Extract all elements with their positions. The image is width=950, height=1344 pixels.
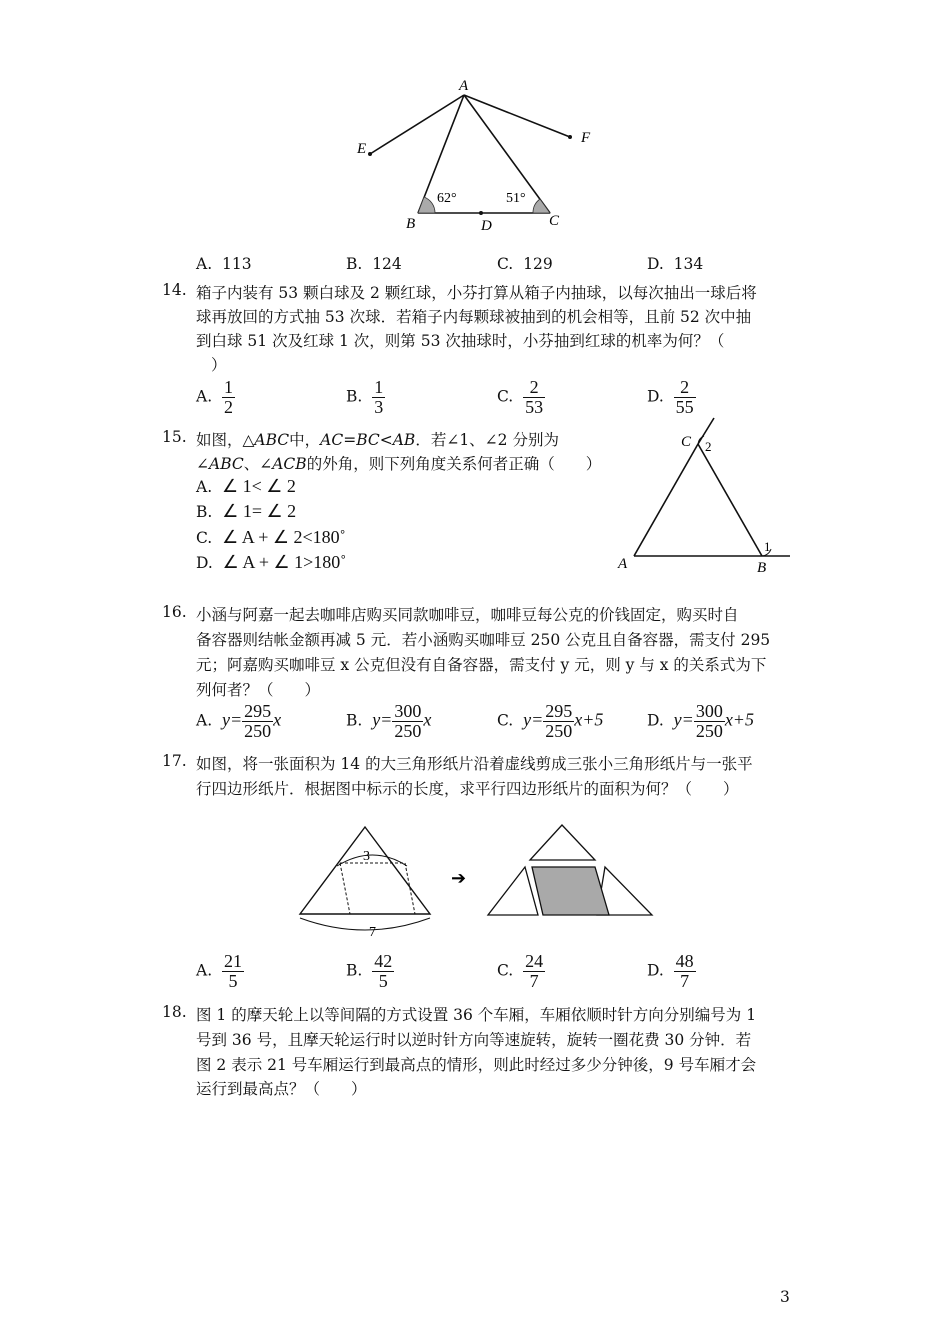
q16-text-line-2: 备容器则结帐金额再减 5 元．若小涵购买咖啡豆 250 公克且自备容器，需支付 295 [196, 631, 771, 649]
point-c-label: C [549, 213, 560, 229]
angle-2-label: 2 [705, 439, 712, 454]
page-number: 3 [780, 1288, 790, 1306]
point-a-label: A [618, 556, 628, 572]
q15-option-d[interactable]: D. ∠ A + ∠ 1>180˚ [196, 552, 347, 572]
q15-option-b[interactable]: B. ∠ 1= ∠ 2 [196, 501, 297, 521]
q17-figure [295, 822, 660, 944]
point-f-label: F [581, 130, 591, 146]
q17-option-a[interactable]: A. $\frac{21}{5}$ [196, 951, 242, 991]
q14-option-c[interactable]: C. $\frac{2}{53}$ [497, 377, 544, 417]
q18-text-line-4: 运行到最高点？（ ） [196, 1080, 367, 1098]
q18-number: 18. [162, 1003, 187, 1021]
fraction: $\frac{295}{250}$ [244, 701, 272, 741]
angle-1-label: 1 [764, 539, 771, 554]
q16-text-line-1: 小涵与阿嘉一起去咖啡店购买同款咖啡豆，咖啡豆每公克的价钱固定，购买时自 [196, 606, 739, 624]
q17-number: 17. [162, 752, 187, 770]
q13-option-a[interactable]: A. 113 [196, 255, 252, 273]
q18-text-line-2: 号到 36 号，且摩天轮运行时以逆时针方向等速旋转，旋转一圈花费 30 分钟．若 [196, 1031, 752, 1049]
q14-text-line-3: 到白球 51 次及红球 1 次，则第 53 次抽球时，小芬抽到红球的机率为何？（ [196, 332, 725, 350]
q18-text-line-1: 图 1 的摩天轮上以等间隔的方式设置 36 个车厢，车厢依顺时针方向分别编号为 1 [196, 1006, 757, 1024]
q15-option-c[interactable]: C. ∠ A + ∠ 2<180˚ [196, 527, 346, 547]
q13-option-b[interactable]: B. 124 [346, 255, 402, 273]
angle-b-label: 62° [437, 191, 457, 206]
q14-option-d[interactable]: D. $\frac{2}{55}$ [647, 377, 694, 417]
fraction: $\frac{2}{55}$ [675, 377, 694, 417]
q16-option-d[interactable]: D. y= $\frac{300}{250}$ x+5 [647, 701, 754, 741]
point-e-label: E [357, 141, 367, 157]
q16-option-c[interactable]: C. y= $\frac{295}{250}$ x+5 [497, 701, 604, 741]
bottom-length-label: 7 [369, 925, 376, 940]
fraction: $\frac{24}{7}$ [525, 951, 544, 991]
q16-option-b[interactable]: B. y= $\frac{300}{250}$ x [346, 701, 432, 741]
fraction: $\frac{21}{5}$ [223, 951, 242, 991]
q14-option-b[interactable]: B. $\frac{1}{3}$ [346, 377, 384, 417]
q16-option-a[interactable]: A. y= $\frac{295}{250}$ x [196, 701, 282, 741]
q13-option-d[interactable]: D. 134 [647, 255, 704, 273]
q17-option-b[interactable]: B. $\frac{42}{5}$ [346, 951, 393, 991]
q18-text-line-3: 图 2 表示 21 号车厢运行到最高点的情形，则此时经过多少分钟後，9 号车厢才会 [196, 1056, 757, 1074]
q14-option-a[interactable]: A. $\frac{1}{2}$ [196, 377, 233, 417]
fraction: $\frac{1}{2}$ [223, 377, 233, 417]
fraction: $\frac{295}{250}$ [545, 701, 573, 741]
q14-number: 14. [162, 281, 187, 299]
q16-text-line-4: 列何者？（ ） [196, 681, 321, 699]
q17-text-line-1: 如图，将一张面积为 14 的大三角形纸片沿着虚线剪成三张小三角形纸片与一张平 [196, 755, 753, 773]
point-d-label: D [481, 218, 492, 234]
q15-option-a[interactable]: A. ∠ 1< ∠ 2 [196, 476, 296, 496]
q15-text-line-2: ∠ABC、∠ACB的外角，则下列角度关系何者正确（ ） [196, 455, 602, 473]
q17-text-line-2: 行四边形纸片．根据图中标示的长度，求平行四边形纸片的面积为何？（ ） [196, 780, 739, 798]
fraction: $\frac{300}{250}$ [695, 701, 723, 741]
q14-text-line-4: ） [211, 356, 227, 374]
point-b-label: B [757, 560, 767, 576]
q15-figure [612, 416, 802, 578]
angle-c-label: 51° [506, 191, 526, 206]
fraction: $\frac{48}{7}$ [675, 951, 694, 991]
q14-text-line-1: 箱子内装有 53 颗白球及 2 颗红球，小芬打算从箱子内抽球，以每次抽出一球后将 [196, 284, 757, 302]
q14-text-line-2: 球再放回的方式抽 53 次球．若箱子内每颗球被抽到的机会相等，且前 52 次中抽 [196, 308, 752, 326]
fraction: $\frac{2}{53}$ [525, 377, 544, 417]
fraction: $\frac{42}{5}$ [374, 951, 393, 991]
q17-option-d[interactable]: D. $\frac{48}{7}$ [647, 951, 694, 991]
q16-text-line-3: 元；阿嘉购买咖啡豆 x 公克但没有自备容器，需支付 y 元，则 y 与 x 的关系式为下 [196, 656, 767, 674]
fraction: $\frac{1}{3}$ [374, 377, 384, 417]
top-length-label: 3 [363, 849, 370, 864]
point-a-label: A [459, 78, 469, 94]
arrow-icon: ➔ [451, 868, 467, 888]
q13-figure [350, 75, 610, 240]
point-c-label: C [681, 434, 692, 450]
q13-option-c[interactable]: C. 129 [497, 255, 553, 273]
q16-number: 16. [162, 603, 187, 621]
q15-text-line-1: 如图，△ABC中，AC=BC<AB．若∠1、∠2 分别为 [196, 431, 559, 449]
q15-number: 15. [162, 428, 187, 446]
point-b-label: B [406, 216, 416, 232]
q17-option-c[interactable]: C. $\frac{24}{7}$ [497, 951, 544, 991]
fraction: $\frac{300}{250}$ [394, 701, 422, 741]
